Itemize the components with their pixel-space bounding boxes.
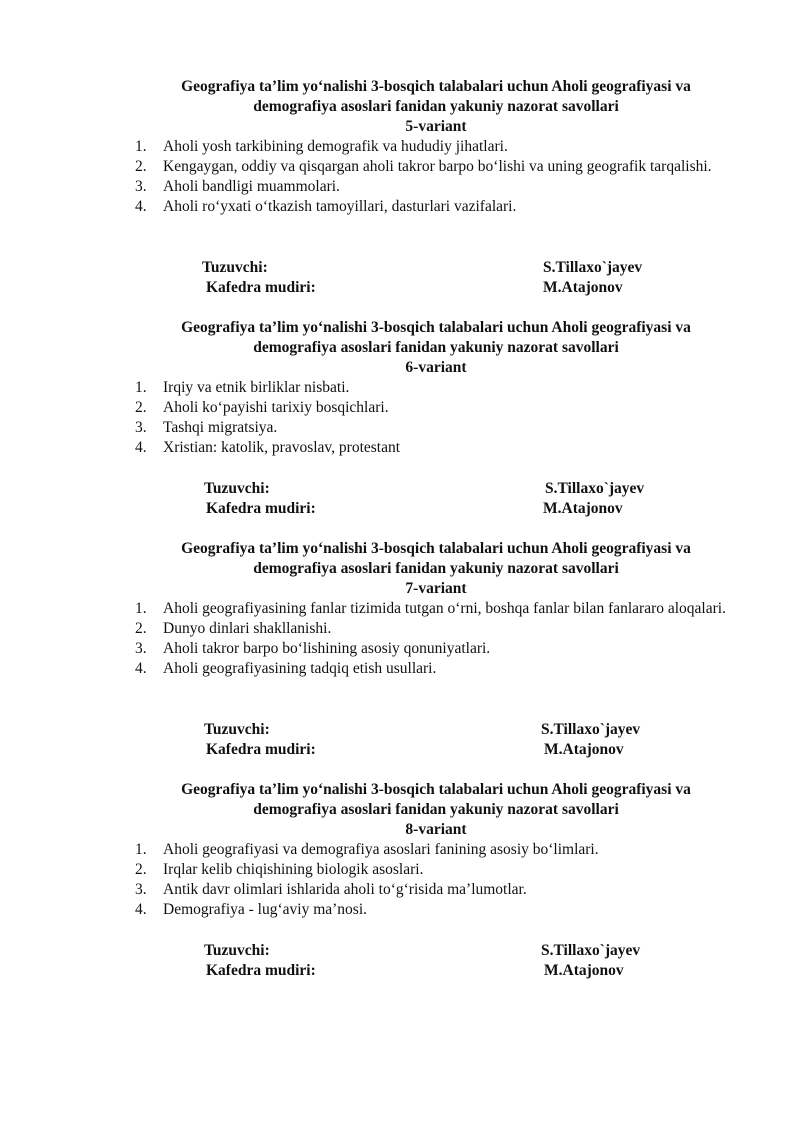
compiler-label: Tuzuvchi: <box>204 721 270 738</box>
variant-label: 8-variant <box>405 821 467 838</box>
compiler-name: S.Tillaxo`jayev <box>545 480 645 497</box>
title-line-2: demografiya asoslari fanidan yakuniy nazorat savollari <box>253 801 619 818</box>
head-label: Kafedra mudiri: <box>206 279 316 296</box>
question-number: 3. <box>135 881 147 898</box>
question-number: 1. <box>135 379 147 396</box>
variant-label: 6-variant <box>405 359 467 376</box>
question-text: Demografiya - lug‘aviy ma’nosi. <box>163 901 368 918</box>
list-item <box>130 599 742 619</box>
question-number: 2. <box>135 861 147 878</box>
question-text: Aholi yosh tarkibining demografik va hududiy jihatlari. <box>163 138 508 155</box>
question-text: Irqlar kelib chiqishining biologik asoslari. <box>163 861 424 878</box>
title-line-1: Geografiya ta’lim yo‘nalishi 3-bosqich talabalari uchun Aholi geografiyasi va <box>181 78 691 95</box>
section-title <box>130 77 742 137</box>
compiler-name: S.Tillaxo`jayev <box>541 721 641 738</box>
question-text: Dunyo dinlari shakllanishi. <box>163 620 332 637</box>
variant-label: 7-variant <box>405 580 467 597</box>
head-name: M.Atajonov <box>543 279 623 296</box>
list-item <box>130 137 742 157</box>
question-number: 4. <box>135 901 147 918</box>
list-item <box>130 860 742 880</box>
head-name: M.Atajonov <box>544 741 624 758</box>
list-item <box>130 840 742 860</box>
question-text: Xristian: katolik, pravoslav, protestant <box>163 439 401 456</box>
question-text: Aholi ro‘yxati o‘tkazish tamoyillari, dasturlari vazifalari. <box>163 198 517 215</box>
section-title <box>130 318 742 378</box>
question-number: 2. <box>135 620 147 637</box>
section-title <box>130 539 742 599</box>
question-text: Kengaygan, oddiy va qisqargan aholi takror barpo bo‘lishi va uning geografik tarqalishi. <box>163 158 712 175</box>
list-item <box>130 398 742 418</box>
variant-section-8 <box>130 780 742 840</box>
head-name: M.Atajonov <box>544 962 624 979</box>
question-number: 1. <box>135 841 147 858</box>
question-text: Aholi geografiyasi va demografiya asoslari fanining asosiy bo‘limlari. <box>163 841 599 858</box>
question-number: 4. <box>135 439 147 456</box>
question-number: 4. <box>135 198 147 215</box>
compiler-name: S.Tillaxo`jayev <box>543 259 643 276</box>
section-title <box>130 780 742 840</box>
question-list <box>130 137 742 217</box>
title-line-1: Geografiya ta’lim yo‘nalishi 3-bosqich talabalari uchun Aholi geografiyasi va <box>181 781 691 798</box>
variant-section-5 <box>130 77 742 137</box>
title-line-2: demografiya asoslari fanidan yakuniy nazorat savollari <box>253 339 619 356</box>
list-item <box>130 639 742 659</box>
question-number: 1. <box>135 600 147 617</box>
question-number: 4. <box>135 660 147 677</box>
question-text: Aholi geografiyasining tadqiq etish usullari. <box>163 660 437 677</box>
variant-section-7 <box>130 539 742 599</box>
list-item <box>130 438 742 458</box>
question-text: Antik davr olimlari ishlarida aholi to‘g‘risida ma’lumotlar. <box>163 881 527 898</box>
question-text: Tashqi migratsiya. <box>163 419 278 436</box>
head-label: Kafedra mudiri: <box>206 500 316 517</box>
question-list <box>130 840 742 920</box>
question-number: 3. <box>135 419 147 436</box>
question-number: 2. <box>135 399 147 416</box>
list-item <box>130 177 742 197</box>
question-text: Aholi bandligi muammolari. <box>163 178 340 195</box>
title-line-1: Geografiya ta’lim yo‘nalishi 3-bosqich talabalari uchun Aholi geografiyasi va <box>181 319 691 336</box>
title-line-1: Geografiya ta’lim yo‘nalishi 3-bosqich talabalari uchun Aholi geografiyasi va <box>181 540 691 557</box>
list-item <box>130 619 742 639</box>
question-text: Aholi geografiyasining fanlar tizimida tutgan o‘rni, boshqa fanlar bilan fanlararo aloqalari. <box>163 600 726 617</box>
question-number: 3. <box>135 178 147 195</box>
compiler-label: Tuzuvchi: <box>202 259 268 276</box>
variant-section-6 <box>130 318 742 378</box>
list-item <box>130 157 742 177</box>
head-name: M.Atajonov <box>543 500 623 517</box>
list-item <box>130 378 742 398</box>
question-list <box>130 599 742 679</box>
question-number: 3. <box>135 640 147 657</box>
question-list <box>130 378 742 458</box>
title-line-2: demografiya asoslari fanidan yakuniy nazorat savollari <box>253 98 619 115</box>
question-text: Aholi ko‘payishi tarixiy bosqichlari. <box>163 399 389 416</box>
head-label: Kafedra mudiri: <box>206 741 316 758</box>
compiler-label: Tuzuvchi: <box>204 942 270 959</box>
list-item <box>130 659 742 679</box>
compiler-label: Tuzuvchi: <box>204 480 270 497</box>
list-item <box>130 880 742 900</box>
title-line-2: demografiya asoslari fanidan yakuniy nazorat savollari <box>253 560 619 577</box>
list-item <box>130 900 742 920</box>
question-number: 1. <box>135 138 147 155</box>
head-label: Kafedra mudiri: <box>206 962 316 979</box>
question-number: 2. <box>135 158 147 175</box>
list-item <box>130 418 742 438</box>
question-text: Irqiy va etnik birliklar nisbati. <box>163 379 350 396</box>
variant-label: 5-variant <box>405 118 467 135</box>
compiler-name: S.Tillaxo`jayev <box>541 942 641 959</box>
list-item <box>130 197 742 217</box>
question-text: Aholi takror barpo bo‘lishining asosiy qonuniyatlari. <box>163 640 491 657</box>
